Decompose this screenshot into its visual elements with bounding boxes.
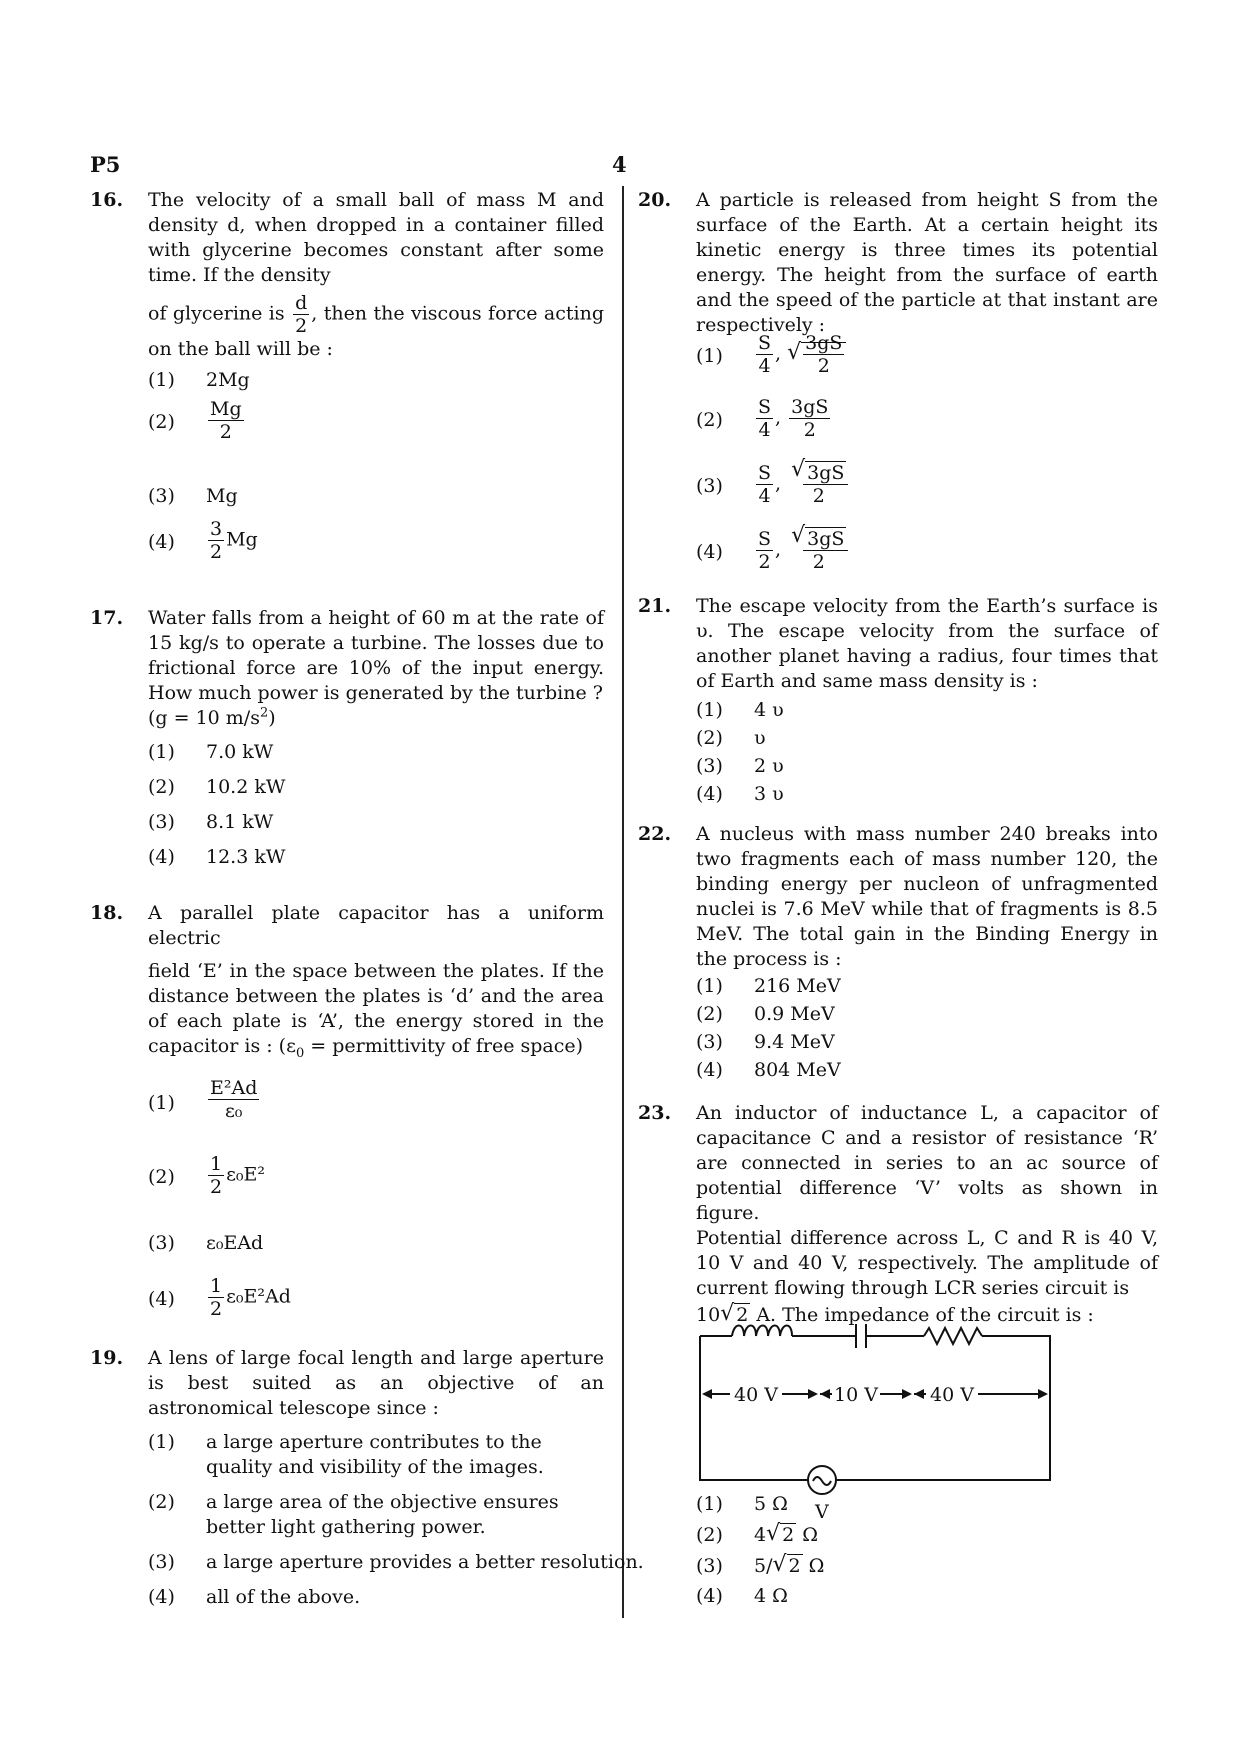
option-2[interactable]: (2) a large area of the objective ensures better light gathering power. xyxy=(148,1491,559,1538)
ac-source-wave xyxy=(813,1477,831,1485)
question-stem: An inductor of inductance L, a capacitor of capacitance C and a resistor of resistance ‘R’ are connected in series to an ac source of potential difference ‘V’ volts as shown in figure. xyxy=(696,1102,1158,1224)
question-19: 19. A lens of large focal length and large aperture is best suited as an objective of an astronomical telescope since : (1) a large aperture contributes to the quality and visibility of the images. (2) a large area of the objective ensures better light gathering power. (3) a large aperture provides a better resolution. (4) all of the above. xyxy=(90,1347,644,1608)
question-number: 19. xyxy=(90,1347,124,1369)
voltage-label-l: 40 V xyxy=(734,1384,778,1406)
circuit-wire-top-right xyxy=(836,1336,1050,1480)
arrow-head xyxy=(914,1389,924,1399)
question-stem-end: 10√ 2 A. The impedance of the circuit is : xyxy=(696,1303,1158,1328)
question-number: 20. xyxy=(638,189,672,211)
voltage-label-c: 10 V xyxy=(834,1384,878,1406)
question-23 xyxy=(638,1101,1158,1328)
lcr-circuit-diagram xyxy=(700,1318,1050,1523)
question-stem-cont xyxy=(148,292,604,362)
option-1[interactable]: (1) a large aperture contributes to the quality and visibility of the images. xyxy=(148,1431,544,1478)
stem-text: , then the viscous force acting on the ball will be : xyxy=(148,302,604,360)
question-stem: The velocity of a small ball of mass M and density d, when dropped in a container filled with glycerine becomes constant after some time. If the density xyxy=(148,189,604,286)
question-number: 17. xyxy=(90,607,124,629)
stem-text: of glycerine is xyxy=(148,302,285,325)
arrow-head xyxy=(702,1389,712,1399)
question-21: 21. The escape velocity from the Earth’s surface is υ. The escape velocity from the surface of another planet having a radius, four times that of Earth and same mass density is : (1) 4 υ (2) υ (3) 2 υ (4) 3 υ xyxy=(638,595,1158,805)
question-number: 21. xyxy=(638,595,672,617)
question-number: 23. xyxy=(638,1102,672,1124)
page-number: 4 xyxy=(612,152,627,177)
paper-code: P5 xyxy=(90,152,121,177)
question-stem: Water falls from a height of 60 m at the rate of 15 kg/s to operate a turbine. The losses due to frictional force are 10% of the input energy. How much power is generated by the turbine ? xyxy=(148,607,604,704)
question-stem: A particle is released from height S from the surface of the Earth. At a certain height its kinetic energy is three times its potential energy. The height from the surface of earth and the speed of the particle at that instant are respectively : xyxy=(696,189,1158,336)
question-stem-cont: field ‘E’ in the space between the plates. If the distance between the plates is ‘d’ and the area of each plate is ‘A’, the energy stored in the capacitor is : ($\varepsilon_0$ = permittivity of free space) xyxy=(148,960,604,1061)
question-stem: The escape velocity from the Earth’s surface is υ. The escape velocity from the surface of another planet having a radius, four times that of Earth and same mass density is : xyxy=(696,595,1158,692)
question-20: 20. A particle is released from height S from the surface of the Earth. At a certain height its kinetic energy is three times its potential energy. The height from the surface of earth and the speed of the particle at that instant are respectively : (1) $\frac{S}{4}$ , √ $\frac{3gS}{2}$ (2) $\frac{S}{4}$ , $\frac{3gS}{2}$ (3) $\frac{S}{4}$ , √ $\frac{3gS}{2}$ (4) $\frac{S}{2}$ , √ $\frac{3gS}{2}$ xyxy=(696,188,1158,338)
voltage-label-r: 40 V xyxy=(930,1384,974,1406)
question-stem: A nucleus with mass number 240 breaks into two fragments each of mass number 120, the binding energy per nucleon of unfragmented nuclei is 7.6 MeV while that of fragments is 8.5 MeV. The total gain in the Binding Energy in the process is : xyxy=(696,823,1158,970)
density-fraction: $\frac{d}{2}$ xyxy=(295,292,308,337)
question-number: 16. xyxy=(90,189,124,211)
question-17: 17. Water falls from a height of 60 m at the rate of 15 kg/s to operate a turbine. The losses due to frictional force are 10% of the input energy. How much power is generated by the turbine ? (g = 10 $m/s^2$) (1) 7.0 kW (2) 10.2 kW (3) 8.1 kW (4) 12.3 kW xyxy=(90,607,604,868)
source-label: V xyxy=(815,1501,829,1523)
question-number: 18. xyxy=(90,902,124,924)
arrow-head xyxy=(1038,1389,1048,1399)
question-22: 22. A nucleus with mass number 240 breaks into two fragments each of mass number 120, the binding energy per nucleon of unfragmented nuclei is 7.6 MeV while that of fragments is 8.5 MeV. The total gain in the Binding Energy in the process is : (1) 216 MeV (2) 0.9 MeV (3) 9.4 MeV (4) 804 MeV xyxy=(638,823,1158,1081)
arrow-head xyxy=(808,1389,818,1399)
column-divider xyxy=(622,186,624,1618)
arrow-head xyxy=(820,1389,830,1399)
given-value: (g = 10 $m/s^2$) xyxy=(148,705,276,729)
arrow-head xyxy=(902,1389,912,1399)
question-number: 22. xyxy=(638,823,672,845)
circuit-wire-bottom-left xyxy=(700,1336,808,1480)
question-stem: A lens of large focal length and large aperture is best suited as an objective of an astronomical telescope since : xyxy=(148,1347,604,1419)
question-stem: A parallel plate capacitor has a uniform electric xyxy=(148,902,604,949)
resistor-zigzag xyxy=(924,1328,982,1344)
inductor-coil xyxy=(732,1326,792,1337)
question-18: 18. A parallel plate capacitor has a uniform electric field ‘E’ in the space between the plates. If the distance between the plates is ‘d’ and the area of each plate is ‘A’, the energy stored in the capacitor is : ($\varepsilon_0$ = permittivity of free space) (1) $\frac{\text{E²Ad}}{\text{ε₀}}$ (2) $\frac{1}{2}$ ε₀E² (3) ε₀EAd (4) $\frac{1}{2}$ ε₀E²Ad xyxy=(90,902,604,1320)
question-16: 16. The velocity of a small ball of mass M and density d, when dropped in a container filled with glycerine becomes constant after some time. If the density of glycerine is $\frac{d}{2}$ , then the viscous force acting on the ball will be : (1) 2Mg (2) $\frac{Mg}{2}$ (3) Mg (4) $\frac{3}{2}$ Mg xyxy=(90,189,604,563)
question-stem-cont: Potential difference across L, C and R is 40 V, 10 V and 40 V, respectively. The amplitude of current flowing through LCR series circuit is xyxy=(696,1227,1158,1299)
